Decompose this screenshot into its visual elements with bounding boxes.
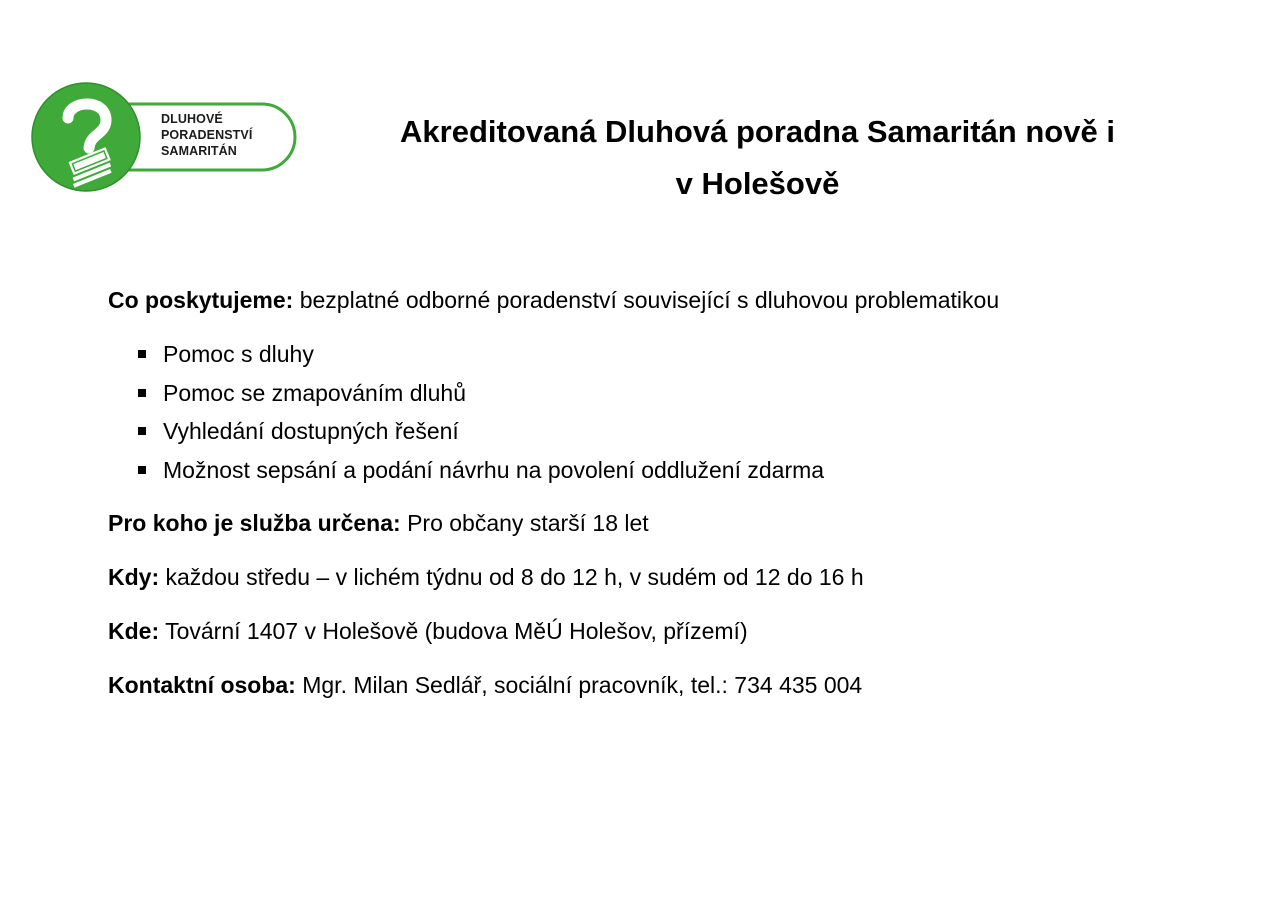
list-item <box>108 415 824 454</box>
target-group-text: Pro občany starší 18 let <box>400 510 649 536</box>
when-label: Kdy: <box>108 564 160 590</box>
services-list <box>108 338 824 492</box>
list-item-text: Pomoc s dluhy <box>163 341 314 367</box>
where-label: Kde: <box>108 618 160 644</box>
target-group-label: Pro koho je služba určena: <box>108 510 401 536</box>
list-item-text: Pomoc se zmapováním dluhů <box>163 379 466 406</box>
logo <box>30 82 300 194</box>
bullet-square-icon <box>138 466 146 474</box>
logo-line: DLUHOVÉ <box>161 112 223 126</box>
bullet-square-icon <box>138 389 146 397</box>
logo-text <box>161 111 252 159</box>
contact-paragraph <box>108 669 862 701</box>
title-line-2: v Holešově <box>675 166 840 201</box>
contact-label: Kontaktní osoba: <box>108 672 296 698</box>
logo-line: SAMARITÁN <box>161 144 237 158</box>
when-text: každou středu – v lichém týdnu od 8 do 12 h, v sudém od 12 do 16 h <box>159 564 864 590</box>
bullet-square-icon <box>138 427 146 435</box>
bullet-square-icon <box>138 350 146 358</box>
services-text: bezplatné odborné poradenství související s dluhovou problematikou <box>293 287 1000 313</box>
list-item <box>108 454 824 493</box>
services-paragraph <box>108 284 999 316</box>
title-line-1: Akreditovaná Dluhová poradna Samaritán nově i <box>400 114 1115 149</box>
page-title <box>340 106 1175 210</box>
when-paragraph <box>108 561 864 593</box>
target-group-paragraph <box>108 507 649 539</box>
contact-text: Mgr. Milan Sedlář, sociální pracovník, tel.: 734 435 004 <box>295 672 863 698</box>
list-item <box>108 338 824 377</box>
list-item-text: Možnost sepsání a podání návrhu na povolení oddlužení zdarma <box>163 456 825 483</box>
list-item <box>108 377 824 416</box>
logo-line: PORADENSTVÍ <box>161 128 253 142</box>
where-text: Tovární 1407 v Holešově (budova MěÚ Holešov, přízemí) <box>159 618 748 644</box>
where-paragraph <box>108 615 748 647</box>
list-item-text: Vyhledání dostupných řešení <box>163 418 459 444</box>
services-label: Co poskytujeme: <box>108 287 294 313</box>
